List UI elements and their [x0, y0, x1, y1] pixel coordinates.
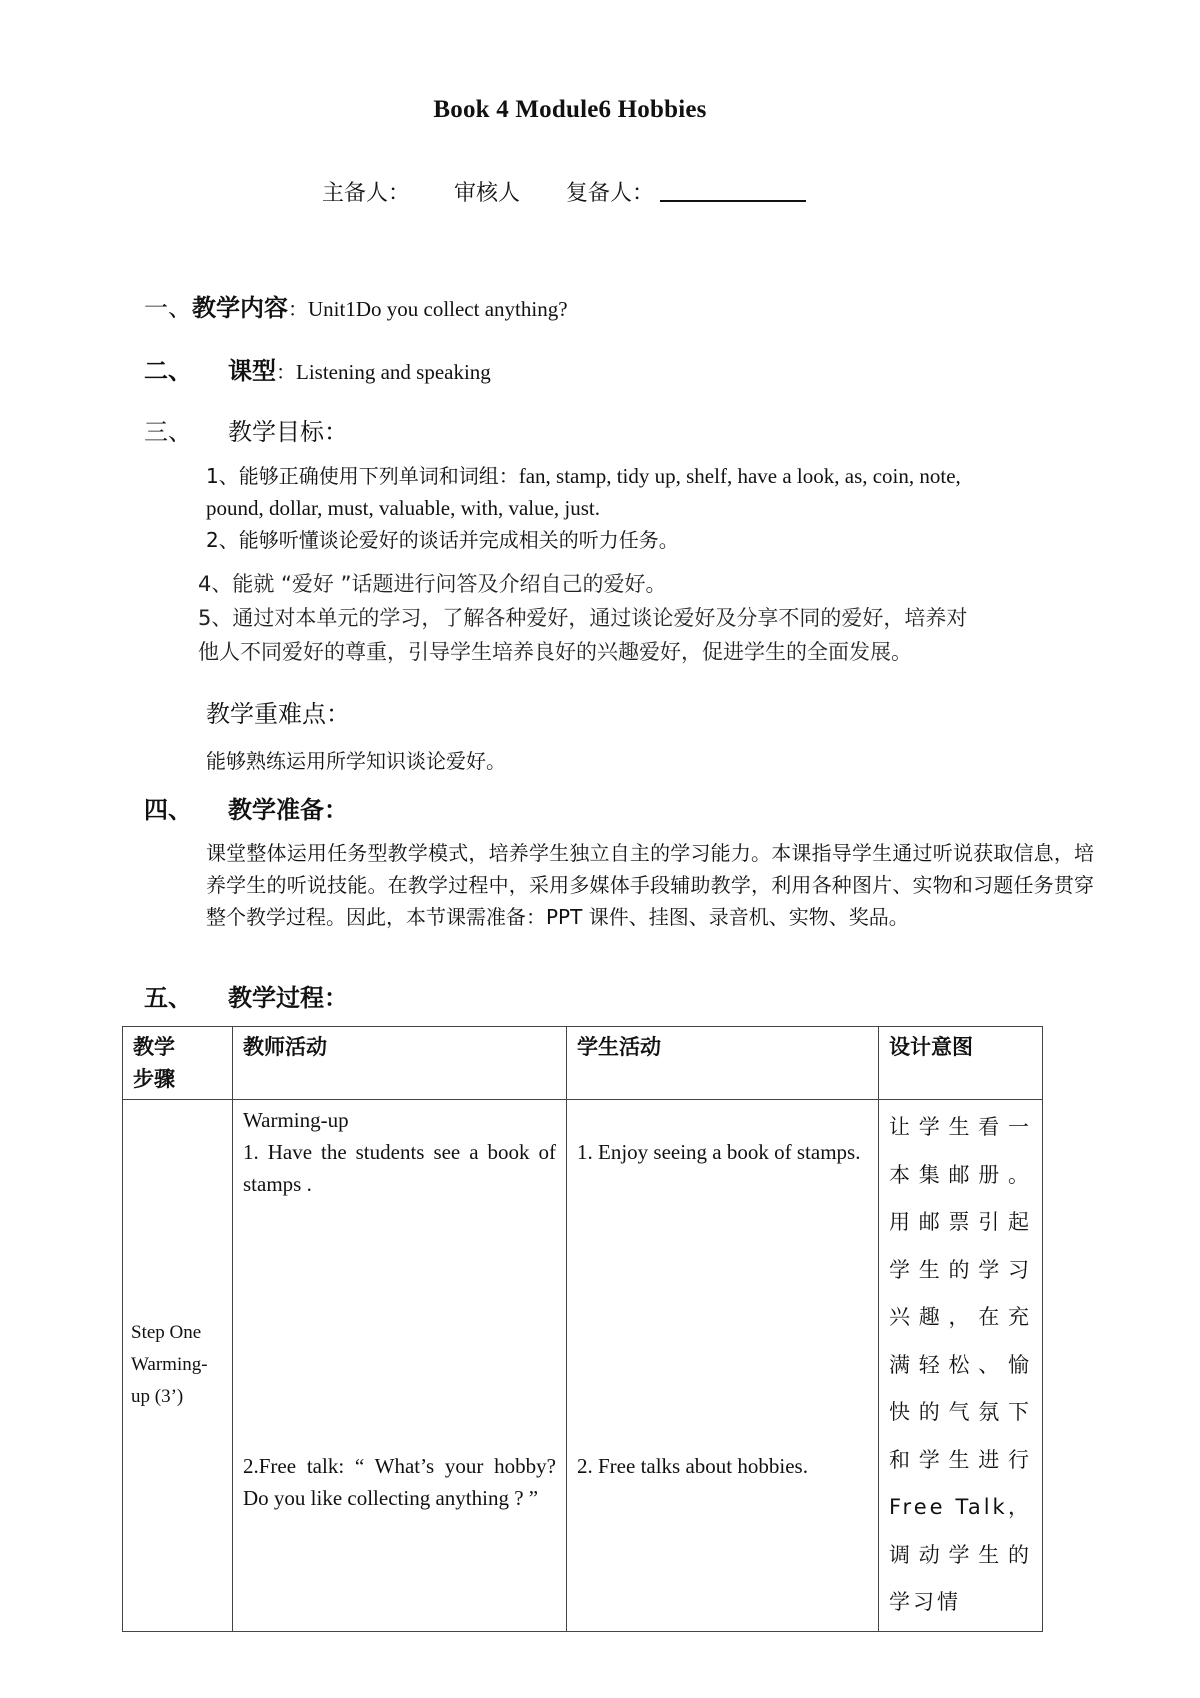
goal-1 — [206, 460, 1096, 524]
student-activity-cell — [567, 1100, 879, 1632]
section-content-value: Unit1Do you collect anything? — [308, 297, 568, 321]
goal-1-words-line1: fan, stamp, tidy up, shelf, have a look, as, coin, note, — [518, 464, 961, 488]
student-activity-1: 1. Enjoy seeing a book of stamps. — [577, 1140, 861, 1164]
process-table — [122, 1026, 1043, 1632]
section-process-number: 五、 — [144, 984, 192, 1012]
step-cell — [123, 1100, 233, 1632]
header-step-line2: 步骤 — [133, 1067, 175, 1091]
section-goals — [144, 412, 348, 447]
teacher-activity-2: 2.Free talk: “ What’s your hobby? Do you like collecting anything ? ” — [243, 1454, 556, 1510]
table-row — [123, 1100, 1043, 1632]
design-intent-cell — [879, 1100, 1043, 1632]
section-process — [144, 978, 348, 1013]
header-intent: 设计意图 — [879, 1027, 1043, 1100]
section-preparation — [144, 790, 348, 825]
teacher-heading: Warming-up — [243, 1108, 349, 1132]
section-type — [144, 351, 491, 386]
section-content-number: 一、 — [144, 294, 192, 322]
section-preparation-number: 四、 — [144, 796, 192, 824]
student-activity-2: 2. Free talks about hobbies. — [577, 1454, 808, 1478]
section-preparation-label: 教学准备： — [228, 796, 348, 824]
teacher-activity-1: 1. Have the students see a book of stamps . — [243, 1140, 556, 1196]
reviewer-label: 审核人 — [454, 181, 521, 206]
goal-5-line2: 他人不同爱好的尊重，引导学生培养良好的兴趣爱好，促进学生的全面发展。 — [198, 640, 912, 664]
section-content-colon: ： — [288, 297, 308, 321]
section-content-label: 教学内容 — [192, 294, 288, 322]
teacher-activity-cell — [233, 1100, 567, 1632]
section-goals-number: 三、 — [144, 418, 192, 446]
goal-1-prefix: 1、能够正确使用下列单词和词组： — [206, 464, 519, 488]
section-type-label: 课型 — [228, 357, 276, 385]
section-content — [144, 288, 568, 323]
step-line1: Step One — [131, 1322, 202, 1344]
header-teacher: 教师活动 — [233, 1027, 567, 1100]
header-step-line1: 教学 — [133, 1035, 175, 1059]
section-goals-label: 教学目标： — [228, 418, 348, 446]
document-title: Book 4 Module6 Hobbies — [433, 96, 707, 123]
header-step — [123, 1027, 233, 1100]
key-points-label: 教学重难点： — [206, 700, 350, 728]
signature-blank-line — [660, 200, 806, 202]
step-line3: up (3’) — [131, 1386, 184, 1408]
table-header-row — [123, 1027, 1043, 1100]
section-type-value: Listening and speaking — [296, 360, 491, 384]
step-line2: Warming- — [131, 1354, 208, 1376]
preparation-text: 课堂整体运用任务型教学模式，培养学生独立自主的学习能力。本课指导学生通过听说获取信息，培养学生的听说技能。在教学过程中，采用多媒体手段辅助教学，利用各种图片、实物和习题任务贯穿整个教学过程。因此，本节课需准备：PPT 课件、挂图、录音机、实物、奖品。 — [206, 841, 1094, 929]
goal-5-line1: 5、通过对本单元的学习，了解各种爱好，通过谈论爱好及分享不同的爱好，培养对 — [198, 606, 968, 630]
key-points-value: 能够熟练运用所学知识谈论爱好。 — [206, 749, 506, 773]
header-student: 学生活动 — [567, 1027, 879, 1100]
section-process-label: 教学过程： — [228, 984, 348, 1012]
goal-4: 4、能就 “爱好 ”话题进行问答及介绍自己的爱好。 — [198, 572, 667, 596]
co-preparer-label: 复备人： — [566, 181, 655, 206]
goal-2: 2、能够听懂谈论爱好的谈话并完成相关的听力任务。 — [206, 528, 679, 552]
section-type-colon: ： — [276, 360, 296, 384]
design-intent-text: 让学生看一本集邮册。用邮票引起学生的学习兴趣，在充满轻松、愉快的气氛下和学生进行 Free Talk，调动学生的学习情 — [889, 1115, 1032, 1614]
goal-1-words-line2: pound, dollar, must, valuable, with, value, just. — [206, 496, 601, 520]
section-type-number: 二、 — [144, 357, 192, 385]
preparer-label: 主备人： — [322, 181, 411, 206]
